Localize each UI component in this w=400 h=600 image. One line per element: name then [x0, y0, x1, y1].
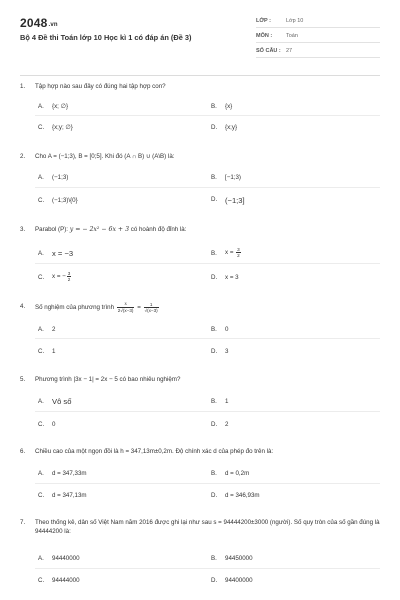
option-label: A.: [38, 103, 44, 110]
option-value: (−1;3)\{0}: [52, 197, 78, 204]
fraction: [236, 247, 241, 258]
option-value: (−1;3): [52, 174, 69, 181]
option-value: 1: [225, 398, 229, 405]
fraction-numerator: 3: [237, 247, 240, 252]
option-value: d = 347,13m: [52, 492, 87, 499]
option-value: {x;y}: [225, 124, 238, 131]
question-number: 2.: [20, 153, 26, 160]
meta-key: MÔN :: [256, 33, 273, 39]
parabola-formula: y = − 2x² − 6x + 3: [69, 226, 130, 233]
option-label: A.: [38, 174, 44, 181]
option-label: A.: [38, 326, 44, 333]
fraction-numerator: 3: [67, 271, 71, 276]
option-value: 0: [225, 326, 229, 333]
option-value-wrap: [225, 247, 242, 258]
fraction-denominator: 2: [67, 277, 71, 282]
header: [0, 0, 400, 70]
question-number: 3.: [20, 226, 26, 233]
meta-value: Toán: [286, 33, 298, 39]
option-label: D.: [211, 196, 218, 203]
option-value: 1: [52, 348, 56, 355]
option-label: B.: [211, 398, 217, 405]
option-label: C.: [38, 348, 45, 355]
option-label: C.: [38, 197, 45, 204]
option-value: (−1;3]: [225, 196, 245, 205]
option-divider: [35, 263, 380, 264]
question-text: Tập hợp nào sau đây có đúng hai tập hợp con?: [35, 83, 166, 90]
question-text: Cho A = (−1;3), B = [0;5]. Khi đó (A ∩ B) ∪ (A\B) là:: [35, 153, 175, 160]
option-label: D.: [211, 274, 218, 281]
question-3: [20, 225, 382, 234]
option-label: C.: [38, 274, 45, 281]
fraction: [67, 271, 72, 282]
fraction-denominator: 2: [237, 253, 240, 258]
option-label: A.: [38, 250, 44, 257]
option-value: 94440000: [52, 555, 80, 562]
question-1: [20, 82, 382, 91]
option-label: B.: [211, 174, 217, 181]
meta-class: [256, 15, 380, 28]
question-2: [20, 152, 382, 161]
option-value: 2: [225, 421, 229, 428]
question-header: [20, 225, 382, 234]
option-label: B.: [211, 103, 217, 110]
meta-count: [256, 45, 380, 58]
fraction-denominator: 2√(x−3): [117, 308, 134, 313]
question-number: 6.: [20, 448, 26, 455]
question-5: [20, 375, 382, 384]
option-label: D.: [211, 124, 218, 131]
equals-sign: =: [137, 304, 141, 312]
option-value: 94400000: [225, 577, 253, 584]
question-number: 4.: [20, 303, 26, 310]
option-divider: [35, 483, 380, 484]
option-label: A.: [38, 398, 44, 405]
option-value: Vô số: [52, 397, 72, 406]
question-header: [20, 302, 382, 313]
option-value: [−1;3): [225, 174, 241, 181]
logo-main: 2048: [20, 16, 48, 30]
option-label: C.: [38, 577, 45, 584]
option-divider: [35, 568, 380, 569]
fraction-numerator: x: [117, 302, 135, 308]
question-6: [20, 447, 382, 456]
question-text: Theo thống kê, dân số Việt Nam năm 2016 được ghi lại như sau s = 94444200±3000 (người). Số quy tròn của số gần đúng là 94444200 là:: [35, 519, 380, 535]
meta-value: Lớp 10: [286, 18, 304, 24]
option-label: D.: [211, 577, 218, 584]
option-label: D.: [211, 421, 218, 428]
option-value-wrap: [52, 271, 72, 282]
option-value: d = 0,2m: [225, 470, 250, 477]
fraction: [117, 302, 135, 313]
option-value: x = 3: [225, 274, 239, 281]
option-value: {x}: [225, 103, 233, 110]
exam-title: Bộ 4 Đề thi Toán lớp 10 Học kì 1 có đáp án (Đề 3): [20, 33, 192, 42]
fraction-numerator: 1: [144, 302, 159, 308]
question-4: [20, 302, 382, 313]
question-number: 7.: [20, 519, 26, 526]
option-divider: [35, 115, 380, 116]
option-label: C.: [38, 421, 45, 428]
fraction-denominator: √(x−3): [144, 308, 158, 313]
option-value: {x; ∅}: [52, 103, 69, 110]
option-divider: [35, 187, 380, 188]
option-value: d = 347,33m: [52, 470, 87, 477]
option-label: B.: [211, 250, 217, 257]
fraction: [144, 302, 159, 313]
question-text: Số nghiệm của phương trình: [35, 304, 115, 312]
question-header: [20, 518, 382, 536]
logo-tld: .vn: [48, 22, 58, 28]
question-header: [20, 375, 382, 384]
meta-value: 27: [286, 48, 293, 54]
option-label: A.: [38, 470, 44, 477]
option-divider: [35, 411, 380, 412]
option-value: 3: [225, 348, 229, 355]
option-value: x =: [225, 249, 236, 256]
option-divider: [35, 338, 380, 339]
option-label: B.: [211, 555, 217, 562]
question-7: [20, 518, 382, 536]
question-text: có hoành độ đỉnh là:: [129, 226, 187, 233]
option-value: {x;y; ∅}: [52, 124, 73, 131]
question-text-wrap: [35, 302, 382, 313]
option-label: D.: [211, 492, 218, 499]
question-header: [20, 152, 382, 161]
site-logo[interactable]: [20, 16, 58, 30]
meta-key: SỐ CÂU :: [256, 48, 281, 54]
question-number: 1.: [20, 83, 26, 90]
header-divider: [20, 75, 380, 76]
question-header: [20, 82, 382, 91]
option-value: 2: [52, 326, 56, 333]
option-value: x = −3: [52, 249, 74, 258]
option-label: B.: [211, 470, 217, 477]
option-label: B.: [211, 326, 217, 333]
option-label: A.: [38, 555, 44, 562]
question-text: Phương trình |3x − 1| = 2x − 5 có bao nhiêu nghiệm?: [35, 376, 181, 383]
question-number: 5.: [20, 376, 26, 383]
option-label: D.: [211, 348, 218, 355]
option-value: 94444000: [52, 577, 80, 584]
meta-subject: [256, 30, 380, 43]
option-value: x = −: [52, 273, 66, 280]
question-text: Parabol (P):: [35, 226, 70, 233]
option-label: C.: [38, 492, 45, 499]
question-text-wrap: [35, 225, 382, 234]
meta-key: LỚP :: [256, 18, 271, 24]
question-header: [20, 447, 382, 456]
question-text: Chiều cao của một ngọn đồi là h = 347,13m±0,2m. Độ chính xác d của phép đo trên là:: [35, 448, 274, 455]
option-value: 94450000: [225, 555, 253, 562]
option-label: C.: [38, 124, 45, 131]
option-value: d = 346,93m: [225, 492, 260, 499]
option-value: 0: [52, 421, 56, 428]
